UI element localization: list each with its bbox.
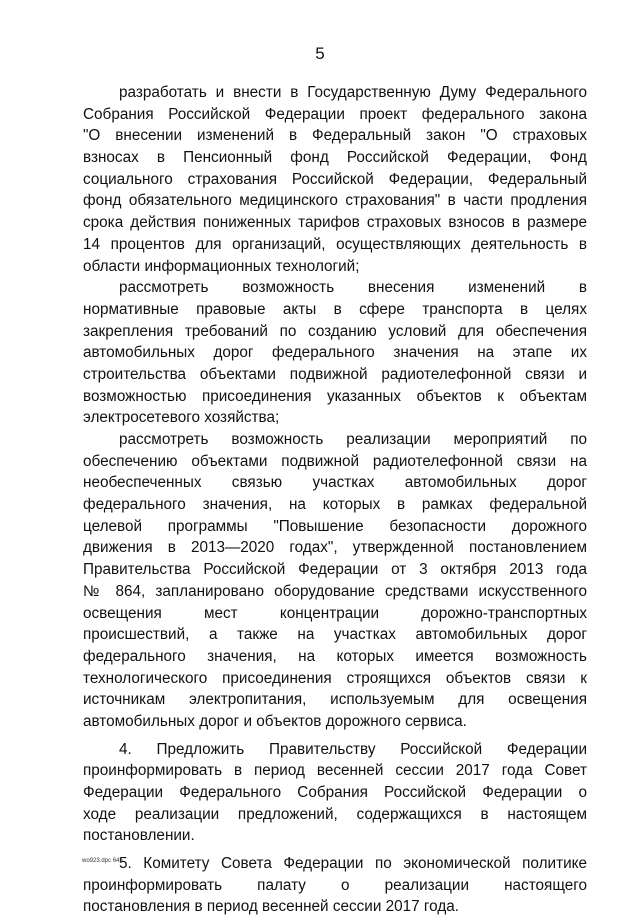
text-line: происшествий, а также на участках автомобильных дорог bbox=[83, 626, 587, 644]
text-line: постановлении. bbox=[83, 827, 195, 845]
text-line: постановления в период весенней сессии 2017 года. bbox=[83, 898, 460, 916]
text-line: нормативные правовые акты в сфере транспорта в целях bbox=[83, 300, 587, 318]
text-line: автомобильных дорог федерального значения на этапе их bbox=[83, 344, 587, 362]
text-line: социального страхования Российской Федерации, Федеральный bbox=[83, 170, 587, 188]
text-line: срока действия пониженных тарифов страховых взносов в размере bbox=[83, 214, 587, 232]
text-line: электросетевого хозяйства; bbox=[83, 409, 280, 427]
text-line: целевой программы "Повышение безопасности дорожного bbox=[83, 517, 587, 535]
text-line: 5. Комитету Совета Федерации по экономической политике bbox=[119, 855, 587, 873]
text-line: федерального значения, на которых имеется возможность bbox=[83, 647, 587, 665]
text-line: проинформировать в период весенней сессии 2017 года Совет bbox=[83, 762, 587, 780]
text-line: 14 процентов для организаций, осуществляющих деятельность в bbox=[83, 235, 587, 253]
text-line: № 864, запланировано оборудование средствами искусственного bbox=[83, 582, 587, 600]
text-line: закрепления требований по созданию условий для обеспечения bbox=[83, 322, 587, 340]
document-body bbox=[83, 82, 587, 918]
text-line: освещения мест концентрации дорожно-транспортных bbox=[83, 604, 587, 622]
text-line: ходе реализации предложений, содержащихся в настоящем bbox=[83, 805, 587, 823]
text-line: фонд обязательного медицинского страхования" в части продления bbox=[83, 192, 587, 210]
text-line: технологического присоединения строящихся объектов связи к bbox=[83, 669, 587, 687]
text-line: источникам электропитания, используемым для освещения bbox=[83, 691, 587, 709]
text-line: области информационных технологий; bbox=[83, 257, 360, 275]
text-line: автомобильных дорог и объектов дорожного сервиса. bbox=[83, 712, 467, 730]
text-line: Федерации Федерального Собрания Российской Федерации о bbox=[83, 784, 587, 801]
text-line: строительства объектами подвижной радиотелефонной связи и bbox=[83, 365, 587, 383]
text-line: возможностью присоединения указанных объектов к объектам bbox=[83, 387, 587, 405]
text-line: проинформировать палату о реализации настоящего bbox=[83, 876, 587, 894]
page-number: 5 bbox=[315, 44, 325, 63]
text-line: 4. Предложить Правительству Российской Федерации bbox=[119, 740, 587, 758]
text-line: Собрания Российской Федерации проект федерального закона bbox=[83, 105, 587, 123]
text-line: рассмотреть возможность реализации мероприятий по bbox=[119, 431, 587, 448]
text-line: обеспечению объектами подвижной радиотелефонной связи на bbox=[83, 452, 587, 470]
text-line: рассмотреть возможность внесения изменений в bbox=[119, 279, 587, 297]
text-line: необеспеченных связью участках автомобильных дорог bbox=[83, 474, 587, 492]
text-line: взносах в Пенсионный фонд Российской Федерации, Фонд bbox=[83, 149, 587, 167]
text-line: "О внесении изменений в Федеральный закон "О страховых bbox=[83, 127, 587, 145]
text-line: Правительства Российской Федерации от 3 октября 2013 года bbox=[83, 561, 587, 579]
text-line: федерального значения, на которых в рамках федеральной bbox=[83, 496, 587, 514]
text-line: движения в 2013—2020 годах", утвержденной постановлением bbox=[83, 539, 587, 557]
footer-file-code: wo923.dpc 645 bbox=[82, 858, 123, 864]
text-line: разработать и внести в Государственную Думу Федерального bbox=[119, 84, 587, 101]
